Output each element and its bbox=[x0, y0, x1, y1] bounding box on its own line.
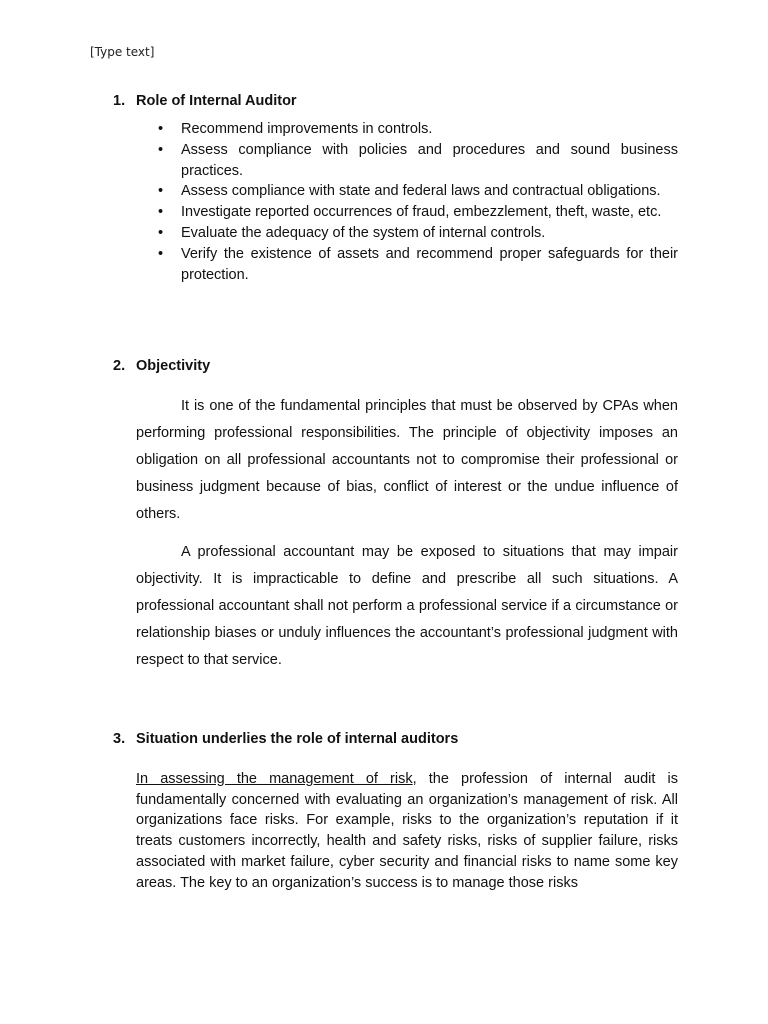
list-item: • Assess compliance with policies and procedures and sound business practices. bbox=[158, 140, 678, 182]
section-3-heading bbox=[113, 731, 458, 747]
objectivity-paragraph-1: It is one of the fundamental principles that must be observed by CPAs when performing professional responsibilities. The principle of objectivity imposes an obligation on all professional accountants not to compromise their professional or business judgment because of bias, conflict of interest or the undue influence of others. bbox=[136, 398, 678, 522]
list-item: • Investigate reported occurrences of fraud, embezzlement, theft, waste, etc. bbox=[158, 202, 678, 223]
list-item: • Verify the existence of assets and recommend proper safeguards for their protection. bbox=[158, 244, 678, 286]
role-bullet-list bbox=[158, 119, 678, 285]
header-placeholder-text: [Type text] bbox=[90, 45, 155, 59]
section-3-number: 3. bbox=[113, 731, 126, 747]
objectivity-paragraph-2: A professional accountant may be exposed to situations that may impair objectivity. It is impracticable to define and prescribe all such situations. A professional accountant shall not perform a professional service if a circumstance or relationship biases or unduly influences the accountant’s professional judgment with respect to that service. bbox=[136, 544, 678, 668]
section-3-title: Situation underlies the role of internal auditors bbox=[136, 731, 459, 747]
risk-paragraph-body: , the profession of internal audit is fundamentally concerned with evaluating an organization’s management of risk. All organizations face risks. For example, risks to the organization’s reputation if it treats customers incorrectly, health and safety risks, risks of supplier failure, risks associated with market failure, cyber security and financial risks to name some key areas. The key to an organization’s success is to manage those risks bbox=[136, 771, 678, 891]
section-1-title: Role of Internal Auditor bbox=[136, 93, 297, 109]
list-item: • Assess compliance with state and federal laws and contractual obligations. bbox=[158, 181, 678, 202]
list-item: • Evaluate the adequacy of the system of internal controls. bbox=[158, 223, 678, 244]
section-1-heading bbox=[113, 93, 297, 109]
risk-paragraph bbox=[136, 769, 678, 893]
section-1-number: 1. bbox=[113, 93, 126, 109]
section-2-number: 2. bbox=[113, 358, 126, 374]
section-2-heading bbox=[113, 358, 210, 374]
list-item: • Recommend improvements in controls. bbox=[158, 119, 678, 140]
section-2-title: Objectivity bbox=[136, 358, 211, 374]
risk-paragraph-underlined-lead: In assessing the management of risk bbox=[136, 771, 413, 787]
